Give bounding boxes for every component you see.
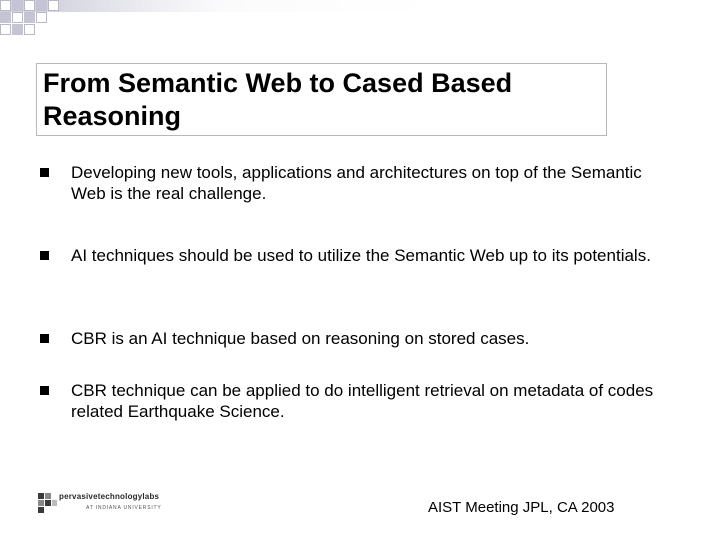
bullet-item <box>40 328 529 349</box>
logo-text: pervasivetechnologylabs <box>59 492 160 501</box>
footer-caption: AIST Meeting JPL, CA 2003 <box>428 499 615 516</box>
checker-square <box>24 12 35 23</box>
bullet-item <box>40 380 680 422</box>
checker-square <box>0 12 11 23</box>
checker-square <box>12 12 23 23</box>
slide-title-box <box>36 63 607 136</box>
square-bullet-icon <box>40 251 49 260</box>
checker-square <box>24 0 35 11</box>
bullet-text: CBR is an AI technique based on reasoning on stored cases. <box>71 329 530 348</box>
checker-square <box>12 0 23 11</box>
bullet-text: CBR technique can be applied to do intelligent retrieval on metadata of codes related Earthquake Science. <box>71 381 654 421</box>
checker-square <box>12 24 23 35</box>
checker-square <box>48 0 59 11</box>
bullet-text: AI techniques should be used to utilize the Semantic Web up to its potentials. <box>71 246 651 265</box>
checker-square <box>0 24 11 35</box>
pervasive-labs-logo-icon <box>38 491 58 515</box>
bullet-item <box>40 162 680 204</box>
square-bullet-icon <box>40 168 49 177</box>
square-bullet-icon <box>40 386 49 395</box>
checker-square <box>24 24 35 35</box>
decorative-checker-pattern <box>0 0 720 40</box>
checker-fade <box>60 0 720 40</box>
bullet-text: Developing new tools, applications and architectures on top of the Semantic Web is the real challenge. <box>71 163 642 203</box>
checker-square <box>36 12 47 23</box>
square-bullet-icon <box>40 334 49 343</box>
pervasive-labs-logo <box>38 491 162 517</box>
checker-square <box>0 0 11 11</box>
slide-title: From Semantic Web to Cased Based Reasoning <box>43 68 513 131</box>
checker-square <box>36 0 47 11</box>
logo-subtext: AT INDIANA UNIVERSITY <box>86 505 162 511</box>
bullet-item <box>40 245 651 266</box>
